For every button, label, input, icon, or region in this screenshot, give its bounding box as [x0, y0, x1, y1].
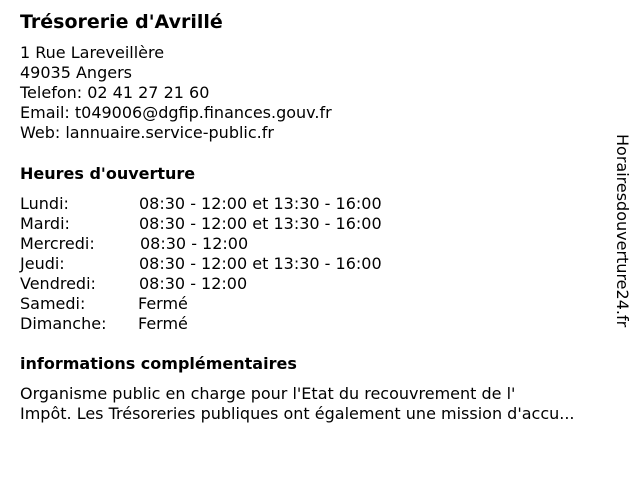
side-brand-watermark: Horairesdouverture24.fr — [613, 134, 632, 328]
day-hours: 08:30 - 12:00 — [139, 274, 248, 293]
day-hours: Fermé — [138, 294, 188, 313]
info-line: Organisme public en charge pour l'Etat du recouvrement de l' — [20, 384, 516, 403]
day-label: Dimanche: — [20, 314, 107, 333]
address-city: 49035 Angers — [20, 63, 132, 82]
page-title: Trésorerie d'Avrillé — [20, 11, 223, 33]
day-label: Lundi: — [20, 194, 69, 213]
day-label: Samedi: — [20, 294, 86, 313]
day-label: Mardi: — [20, 214, 70, 233]
hours-row-friday — [20, 274, 440, 294]
address-street: 1 Rue Lareveillère — [20, 43, 165, 62]
info-text — [20, 384, 630, 424]
hours-row-tuesday — [20, 214, 440, 234]
hours-row-saturday — [20, 294, 440, 314]
hours-row-monday — [20, 194, 440, 214]
hours-row-sunday — [20, 314, 440, 334]
day-hours: Fermé — [138, 314, 188, 333]
day-hours: 08:30 - 12:00 — [140, 234, 249, 253]
day-hours: 08:30 - 12:00 et 13:30 - 16:00 — [139, 254, 382, 273]
hours-row-wednesday — [20, 234, 440, 254]
day-label: Mercredi: — [20, 234, 95, 253]
hours-row-thursday — [20, 254, 440, 274]
email-line: Email: t049006@dgfip.finances.gouv.fr — [20, 103, 332, 122]
day-label: Jeudi: — [20, 254, 65, 273]
day-hours: 08:30 - 12:00 et 13:30 - 16:00 — [139, 214, 382, 233]
day-label: Vendredi: — [20, 274, 96, 293]
phone-line: Telefon: 02 41 27 21 60 — [20, 83, 210, 102]
day-hours: 08:30 - 12:00 et 13:30 - 16:00 — [139, 194, 382, 213]
hours-heading: Heures d'ouverture — [20, 164, 196, 183]
web-line: Web: lannuaire.service-public.fr — [20, 123, 274, 142]
opening-hours-table — [20, 194, 440, 334]
contact-block — [20, 43, 332, 143]
info-line: Impôt. Les Trésoreries publiques ont également une mission d'accu... — [20, 404, 575, 423]
info-heading: informations complémentaires — [20, 354, 297, 373]
